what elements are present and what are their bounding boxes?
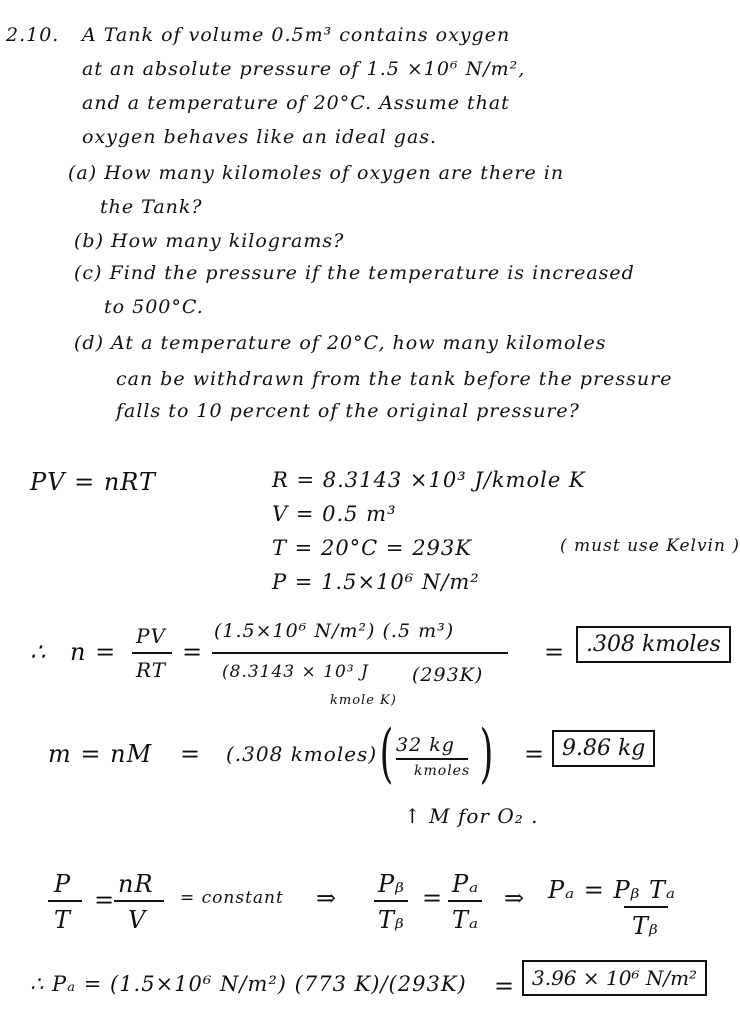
m-factor-2-den: kmoles bbox=[414, 763, 471, 779]
pa-frac-line bbox=[448, 900, 482, 902]
part-b-line-1: (b) How many kilograms? bbox=[74, 230, 345, 252]
problem-line-3: and a temperature of 20°C. Assume that bbox=[82, 92, 510, 114]
n-main-frac-line bbox=[212, 652, 508, 654]
m-note: ↑ M for O₂ . bbox=[404, 804, 539, 828]
nr-frac-den: V bbox=[128, 906, 147, 934]
n-den-a: (8.3143 × 10³ J bbox=[222, 662, 369, 682]
n-eq-1: = bbox=[182, 638, 204, 666]
n-numerator: (1.5×10⁶ N/m²) (.5 m³) bbox=[214, 620, 455, 642]
given-R: R = 8.3143 ×10³ J/kmole K bbox=[272, 468, 586, 492]
ideal-gas-law: PV = nRT bbox=[30, 468, 156, 496]
part-a-line-2: the Tank? bbox=[100, 196, 203, 218]
pt-frac-num: P bbox=[54, 870, 72, 898]
part-d-line-3: falls to 10 percent of the original pressure? bbox=[116, 400, 580, 422]
problem-line-4: oxygen behaves like an ideal gas. bbox=[82, 126, 438, 148]
given-T-note: ( must use Kelvin ) bbox=[560, 536, 740, 556]
problem-line-2: at an absolute pressure of 1.5 ×10⁶ N/m², bbox=[82, 58, 526, 80]
pa-expression-line bbox=[624, 906, 668, 908]
pb-eq: = bbox=[422, 884, 444, 912]
problem-line-1: A Tank of volume 0.5m³ contains oxygen bbox=[82, 24, 511, 46]
part-c-line-1: (c) Find the pressure if the temperature is increased bbox=[74, 262, 635, 284]
m-eq-1: = bbox=[180, 740, 202, 768]
n-den-c: (293K) bbox=[412, 664, 484, 686]
n-eq-2: = bbox=[544, 638, 566, 666]
part-a-line-1: (a) How many kilomoles of oxygen are there in bbox=[68, 162, 565, 184]
constant-label: = constant bbox=[180, 888, 284, 908]
pt-frac-den: T bbox=[54, 906, 72, 934]
pa-frac-den: Tₐ bbox=[452, 906, 480, 934]
n-frac-den: RT bbox=[136, 658, 167, 682]
given-V: V = 0.5 m³ bbox=[272, 502, 397, 526]
pa-eq-final: = bbox=[494, 972, 516, 1000]
part-d-line-1: (d) At a temperature of 20°C, how many kilomoles bbox=[74, 332, 607, 354]
m-eq-2: = bbox=[524, 740, 546, 768]
m-factor-2-num: 32 kg bbox=[396, 734, 455, 756]
m-factor-1: (.308 kmoles) bbox=[226, 742, 378, 766]
nr-frac-num: nR bbox=[118, 870, 154, 898]
pb-frac-den: Tᵦ bbox=[378, 906, 405, 934]
pt-eq-1: = bbox=[94, 886, 116, 914]
part-d-line-2: can be withdrawn from the tank before the pressure bbox=[116, 368, 673, 390]
pt-frac-line bbox=[48, 900, 82, 902]
n-frac-line bbox=[132, 652, 172, 654]
part-c-line-2: to 500°C. bbox=[104, 296, 204, 318]
n-answer-box: .308 kmoles bbox=[576, 626, 731, 663]
nr-frac-line bbox=[114, 900, 164, 902]
pa-expression-den: Tᵦ bbox=[632, 912, 659, 940]
problem-number: 2.10. bbox=[6, 24, 60, 46]
given-P: P = 1.5×10⁶ N/m² bbox=[272, 570, 480, 594]
implies-arrow-2: ⇒ bbox=[504, 884, 526, 912]
n-den-b: kmole K) bbox=[330, 693, 397, 708]
pa-frac-num: Pₐ bbox=[452, 870, 480, 898]
therefore-symbol-n: ∴ bbox=[30, 638, 47, 666]
pa-expression: Pₐ = Pᵦ Tₐ bbox=[548, 876, 677, 904]
given-T: T = 20°C = 293K bbox=[272, 536, 472, 560]
implies-arrow-1: ⇒ bbox=[316, 884, 338, 912]
pa-final-lhs: ∴ Pₐ = (1.5×10⁶ N/m²) (773 K)/(293K) bbox=[30, 972, 467, 996]
m-left-paren: ( bbox=[379, 717, 394, 791]
m-answer-box: 9.86 kg bbox=[552, 730, 655, 767]
m-lhs: m = nM bbox=[48, 740, 153, 768]
m-right-paren: ) bbox=[479, 717, 494, 791]
n-frac-num: PV bbox=[136, 624, 166, 648]
pa-answer-box: 3.96 × 10⁶ N/m² bbox=[522, 960, 707, 996]
n-lhs: n = bbox=[70, 638, 117, 666]
pb-frac-num: Pᵦ bbox=[378, 870, 405, 898]
pb-frac-line bbox=[374, 900, 408, 902]
m-factor-2-line bbox=[396, 758, 468, 760]
